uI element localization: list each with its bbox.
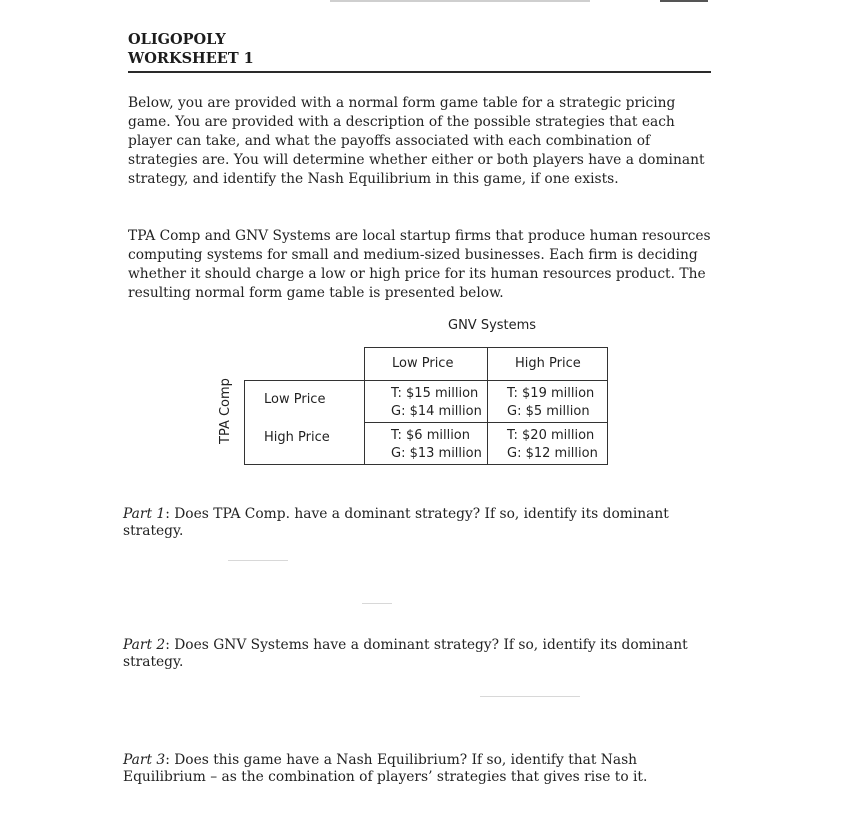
question-label: Part 3 — [123, 752, 166, 768]
payoff-gnv: G: $5 million — [507, 404, 590, 419]
column-header-label: High Price — [515, 356, 581, 371]
scan-smudge — [362, 603, 392, 604]
scenario-paragraph: TPA Comp and GNV Systems are local startup firms that produce human resources computing systems for small and medium-sized businesses. Each firm is deciding whether it should charge a low or high price for its human resources product. The resulting normal form game table is presented below. — [128, 228, 711, 301]
payoff-gnv: G: $13 million — [391, 446, 482, 461]
intro-paragraph: Below, you are provided with a normal form game table for a strategic pricing game. You are provided with a description of the possible strategies that each player can take, and what the payoffs associated with each combination of strategies are. You will determine whether either or both players have a dominant strategy, and identify the Nash Equilibrium in this game, if one exists. — [128, 95, 705, 187]
column-header-low — [364, 347, 488, 381]
column-header-high — [487, 347, 608, 381]
scan-smudge — [228, 560, 288, 561]
question-text: : Does TPA Comp. have a dominant strategy? If so, identify its dominant — [165, 506, 669, 522]
payoff-gnv: G: $14 million — [391, 404, 482, 419]
row-labels-block — [244, 380, 365, 465]
worksheet-heading — [128, 30, 254, 68]
payoff-tpa: T: $19 million — [507, 386, 595, 401]
payoff-cell-high-low — [364, 422, 488, 465]
heading-rule — [128, 71, 711, 73]
question-text-continued: strategy. — [123, 523, 184, 539]
question-text: : Does this game have a Nash Equilibrium? If so, identify that Nash — [165, 752, 638, 768]
payoff-tpa: T: $6 million — [391, 428, 471, 443]
column-header-label: Low Price — [392, 356, 454, 371]
heading-line-2: WORKSHEET 1 — [128, 50, 254, 67]
row-label-low: Low Price — [264, 392, 326, 407]
heading-line-1: OLIGOPOLY — [128, 31, 226, 48]
question-text: : Does GNV Systems have a dominant strategy? If so, identify its dominant — [165, 637, 688, 653]
payoff-cell-high-high — [487, 422, 608, 465]
question-label: Part 2 — [123, 637, 166, 653]
row-player-label: TPA Comp — [218, 378, 233, 444]
question-part-1 — [123, 506, 703, 540]
payoff-gnv: G: $12 million — [507, 446, 598, 461]
question-part-3 — [123, 752, 703, 786]
scan-mark — [660, 0, 708, 2]
payoff-tpa: T: $20 million — [507, 428, 595, 443]
question-text-continued: strategy. — [123, 654, 184, 670]
scan-mark — [330, 0, 590, 2]
payoff-cell-low-low — [364, 380, 488, 423]
question-part-2 — [123, 637, 703, 671]
scan-smudge — [480, 696, 580, 697]
column-player-label: GNV Systems — [448, 318, 537, 333]
payoff-tpa: T: $15 million — [391, 386, 479, 401]
question-label: Part 1 — [123, 506, 166, 522]
payoff-cell-low-high — [487, 380, 608, 423]
row-label-high: High Price — [264, 430, 330, 445]
question-text-continued: Equilibrium – as the combination of players’ strategies that gives rise to it. — [123, 769, 648, 785]
